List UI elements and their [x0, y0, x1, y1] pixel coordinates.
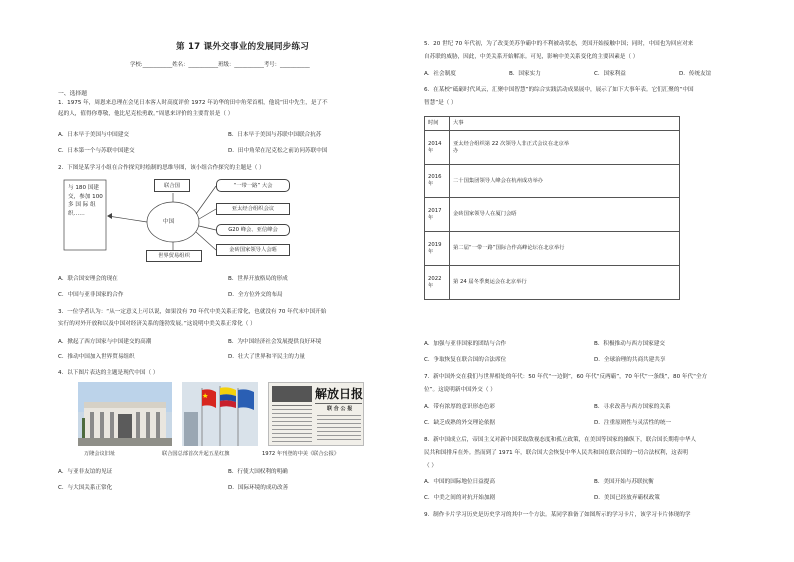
- table-row: [425, 198, 680, 232]
- node-apec: 亚太经合组织会议: [216, 203, 290, 215]
- q8-option-d[interactable]: D．美国已经放弃霸权政策: [594, 495, 660, 501]
- table-row: [425, 266, 680, 300]
- q8-option-b[interactable]: B．美国开始与苏联抗衡: [594, 479, 654, 485]
- q7-option-a[interactable]: A．带有浓厚的意识形态色彩: [424, 404, 495, 410]
- newspaper-masthead: 解放日报: [315, 387, 364, 401]
- student-info-line: 学校:___________姓名：___________班级：___________考号：___________: [130, 62, 310, 68]
- table-row: [425, 131, 680, 165]
- q3-option-d[interactable]: D．壮大了世界和平民主的力量: [228, 354, 306, 360]
- q4-stem: 4．以下图片表达的主题是现代中国（ ）: [58, 370, 159, 376]
- table-cell-event: 第二届“一带一路”国际合作高峰论坛在北京举行: [450, 232, 680, 266]
- page-title: 第 17 课外交事业的发展同步练习: [176, 42, 310, 52]
- q6-option-b[interactable]: B．积极推动与西方国家建交: [594, 341, 665, 347]
- building-illustration: [78, 382, 172, 446]
- bandung-building-photo: [78, 382, 172, 446]
- table-cell-event: 二十国集团领导人峰会在杭州成功举办: [450, 165, 680, 198]
- table-header-event: 大事: [450, 117, 680, 131]
- q7-stem-line2: 位”。这说明新中国外交（ ）: [424, 387, 496, 393]
- table-cell-year: 2016 年: [425, 165, 450, 198]
- table-header-row: [425, 117, 680, 131]
- photo1-caption: 万隆会议旧址: [84, 451, 116, 457]
- left-note-line: 织……: [68, 210, 85, 217]
- node-china: 中国: [163, 219, 175, 225]
- table-cell-year: 2017 年: [425, 198, 450, 232]
- q8-stem-line2: 民共和国排斥在外。然而到了 1971 年，联合国大会恢复中华人民共和国在联合国的一切合法权利，这表明: [424, 450, 688, 456]
- q2-option-d[interactable]: D．全方位外交的布局: [228, 292, 283, 298]
- q8-stem-line1: 8．新中国成立后，帝国主义对新中国采取敌视态度和孤立政策，在美国等国家的操纵下，联合国长期将中华人: [424, 437, 697, 443]
- q2-option-b[interactable]: B．世界开放格局的形成: [228, 276, 288, 282]
- table-header-time: 时间: [425, 117, 450, 131]
- q3-option-a[interactable]: A．掀起了西方国家与中国建交的高潮: [58, 339, 152, 345]
- q6-option-a[interactable]: A．加强与亚非国家的团结与合作: [424, 341, 507, 347]
- newspaper-subhead: 联 合 公 报: [327, 406, 353, 412]
- q2-option-a[interactable]: A．联合国安理会的现在: [58, 276, 118, 282]
- photo3-caption: 1972 年刊登的中美《联合公报》: [262, 451, 340, 457]
- table-row: [425, 165, 680, 198]
- q5-option-c[interactable]: C．国家利益: [594, 71, 626, 77]
- q1-option-c[interactable]: C．日本第一个与苏联中国建交: [58, 148, 135, 154]
- table-cell-year: 2019 年: [425, 232, 450, 266]
- q4-option-d[interactable]: D．国际环境的成功改善: [228, 485, 289, 491]
- section-heading: 一、选择题: [58, 91, 87, 97]
- table-cell-event: 亚太经合组织第 22 次领导人非正式会议在北京举 办: [450, 131, 680, 165]
- q5-stem-line2: 自苏联的威胁，因此，中美关系开始解冻。可见，影响中美关系变化的主要因素是（ ）: [424, 54, 639, 60]
- mind-map-connectors: [58, 176, 358, 262]
- q2-mind-map: [58, 176, 358, 262]
- photo2-caption: 联合国总部首次升起五星红旗: [162, 451, 230, 457]
- q5-option-d[interactable]: D．传统友谊: [679, 71, 712, 77]
- q4-option-a[interactable]: A．与亚非友谊的见证: [58, 469, 113, 475]
- table-cell-year: 2022 年: [425, 266, 450, 300]
- flags-illustration: [182, 382, 258, 446]
- events-table: [424, 116, 680, 300]
- left-note-line: 交，参加 100: [68, 193, 103, 200]
- newspaper-photo: [268, 382, 364, 446]
- q7-option-d[interactable]: D．注重原则性与灵活性的统一: [594, 420, 672, 426]
- q4-option-c[interactable]: C．与大国关系正常化: [58, 485, 113, 491]
- q2-stem: 2．下图是某学习小组在合作探究时绘制的思维导图，该小组合作探究的主题是（ ）: [58, 165, 265, 171]
- left-column: [58, 0, 398, 562]
- q5-stem-line1: 5．20 世纪 70 年代初，为了改变美苏争霸中的不利被动状态，美国开始接触中国；同时，中国也为回应对来: [424, 41, 694, 47]
- q6-option-c[interactable]: C．争取恢复在联合国的合法席位: [424, 357, 507, 363]
- q5-option-b[interactable]: B．国家实力: [509, 71, 541, 77]
- q7-stem-line1: 7．新中国外交在我们与世界相处的年代：50 年代“一边倒”，60 年代“反两霸”，70 年代“一条线”，80 年代“全方: [424, 374, 708, 380]
- q6-stem-line1: 6．在某校“砥砺时代风云，汇聚中国智慧”的综合实践活动成果展中，展示了如下大事年表。它们汇聚的“中国: [424, 87, 694, 93]
- q1-stem-line1: 1．1975 年，周恩来总理在会见日本客人时高度评价 1972 年访华的田中角荣首相，他说“田中先生，是了不: [58, 100, 328, 106]
- left-note-line: 与 180 国建: [68, 185, 100, 191]
- un-flags-photo: [182, 382, 258, 446]
- node-un: 联合国: [154, 179, 190, 192]
- q3-option-c[interactable]: C．推动中国加入世界贸易组织: [58, 354, 135, 360]
- q3-stem-line2: 实行的对外开放和以及中国对经济关系的蓬勃发展。”这说明中美关系正常化（ ）: [58, 321, 256, 327]
- q7-option-b[interactable]: B．寻求改善与西方国家的关系: [594, 404, 671, 410]
- node-belt-road: “一带一路” 大会: [216, 179, 290, 192]
- q3-stem-line1: 3．一位学者认为：“从一定意义上可以说，如果没有 70 年代中美关系正常化，也就没有 70 年代末中国开始: [58, 309, 327, 315]
- newspaper-columns: [269, 383, 364, 446]
- table-row: [425, 232, 680, 266]
- table-cell-event: 第 24 届冬季奥运会在北京举行: [450, 266, 680, 300]
- node-brics: 金砖国家领导人会晤: [216, 244, 290, 256]
- table-cell-event: 金砖国家领导人在厦门会晤: [450, 198, 680, 232]
- q1-option-b[interactable]: B．日本早于美国与苏联中国联合抗苏: [228, 132, 322, 138]
- q1-stem-line2: 起的人，值得你尊敬，他比尼克松勇敢。”周恩来评价的主要背景是（ ）: [58, 111, 234, 117]
- q6-stem-line2: 智慧”是（ ）: [424, 100, 457, 106]
- q1-option-d[interactable]: D．田中角荣在尼克松之前访问苏联中国: [228, 148, 328, 154]
- right-column: [424, 0, 764, 562]
- q7-option-c[interactable]: C．缺乏成熟的外交理论依据: [424, 420, 496, 426]
- q9-stem: 9．制作卡片学习历史是历史学习的其中一个方法。某同学准备了如图所示的学习卡片，该学习卡片体现的学: [424, 512, 691, 518]
- q5-option-a[interactable]: A．社会制度: [424, 71, 456, 77]
- q2-option-c[interactable]: C．中国与亚非国家的合作: [58, 292, 124, 298]
- left-note-line: 多 国 际 组: [68, 202, 96, 208]
- table-cell-year: 2014 年: [425, 131, 450, 165]
- mind-map-left-note: [68, 184, 103, 218]
- node-g20: G20 峰会、亚信峰会: [216, 224, 290, 236]
- q8-option-c[interactable]: C．中美之间的对抗开始加剧: [424, 495, 496, 501]
- q8-option-a[interactable]: A．中国的国际地位日益提高: [424, 479, 495, 485]
- q8-stem-line3: （ ）: [424, 463, 437, 469]
- node-wto: 世界贸易组织: [146, 250, 202, 262]
- q3-option-b[interactable]: B．为中国经济社会发展提供良好环境: [228, 339, 322, 345]
- q1-option-a[interactable]: A．日本早于美国与中国建交: [58, 132, 129, 138]
- q6-option-d[interactable]: D．全球治理的共商共建共享: [594, 357, 666, 363]
- q4-option-b[interactable]: B．行使大国权利的明确: [228, 469, 288, 475]
